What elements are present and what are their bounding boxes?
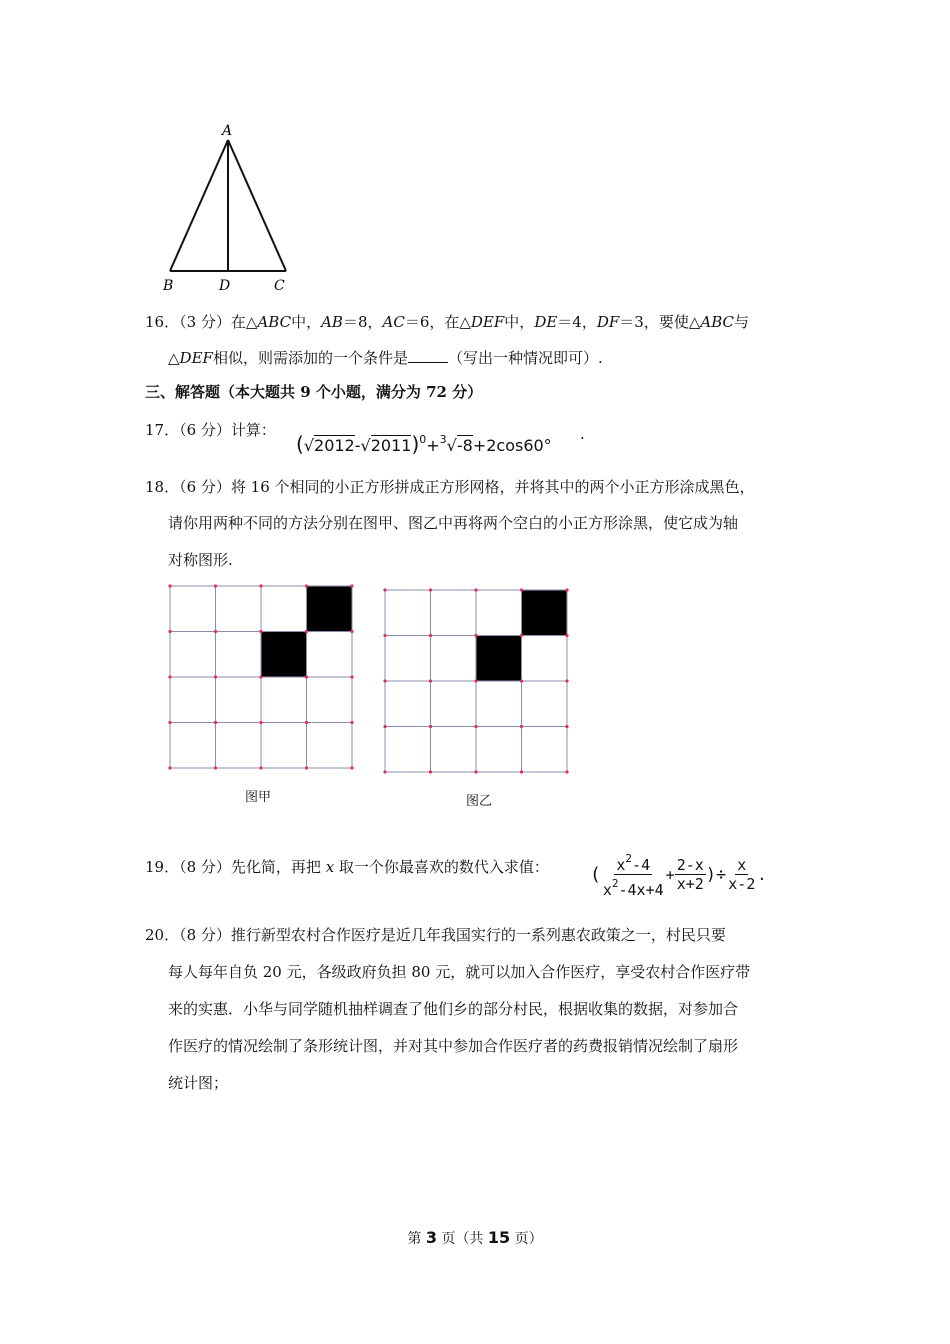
- grid-yi-grid-dot: [565, 725, 568, 728]
- grid-yi-grid-dot: [474, 588, 477, 591]
- exponent: 0: [419, 433, 427, 446]
- q18-score: （6 分）: [179, 478, 231, 496]
- grid-yi-grid-dot: [565, 634, 568, 637]
- plus: +: [665, 865, 675, 884]
- f1-num-rest: -4: [632, 856, 651, 874]
- f3-num: x: [737, 856, 747, 874]
- grid-jia-grid-dot: [350, 584, 353, 587]
- q20-line-3: 来的实惠．小华与同学随机抽样调查了他们乡的部分村民，根据收集的数据，对参加合: [168, 1000, 739, 1018]
- q18-line-1: [145, 477, 755, 497]
- grid-yi-grid-dot: [520, 588, 523, 591]
- footer-text: 页（共: [436, 1231, 488, 1247]
- q20-line-1: [145, 925, 726, 945]
- q16-abc: ABC: [257, 313, 292, 331]
- minus: -: [354, 436, 361, 455]
- q19-text: 先化简，再把: [230, 858, 326, 876]
- q17-text: 计算：: [230, 421, 276, 439]
- grid-jia-grid-dot: [168, 766, 171, 769]
- grid-jia-grid-dot: [214, 721, 217, 724]
- q16-text: 中，: [504, 313, 535, 331]
- grid-jia-cell-0-2[interactable]: [261, 586, 307, 632]
- q19-expression: [590, 850, 766, 899]
- grid-yi-grid-dot: [474, 770, 477, 773]
- radicand: 2012: [314, 436, 355, 455]
- grid-yi-grid-dot: [429, 634, 432, 637]
- grid-yi-grid-dot: [474, 679, 477, 682]
- grid-yi-grid-dot: [429, 679, 432, 682]
- grid-yi-grid-dot: [383, 588, 386, 591]
- grid-yi-grid-dot: [383, 725, 386, 728]
- grid-yi: [378, 582, 578, 782]
- grid-yi-cell-2-0[interactable]: [385, 681, 431, 727]
- cos-term: +2cos60°: [472, 436, 552, 455]
- q16-text: △: [168, 349, 180, 367]
- grid-jia-cell-2-3[interactable]: [307, 677, 353, 723]
- grid-jia-grid-dot: [259, 584, 262, 587]
- q19-number: 19．: [145, 858, 180, 876]
- rparen-divide: )÷: [705, 864, 727, 885]
- f1-den-base: x: [602, 881, 612, 899]
- q19-score: （8 分）: [179, 858, 231, 876]
- grid-jia-cell-0-0[interactable]: [170, 586, 216, 632]
- grid-yi-cell-0-0[interactable]: [385, 590, 431, 636]
- grid-yi-cell-1-0[interactable]: [385, 636, 431, 682]
- q18-number: 18．: [145, 478, 180, 496]
- grid-jia-caption: 图甲: [245, 790, 272, 805]
- grid-yi-grid-dot: [429, 770, 432, 773]
- grid-jia-cell-2-1[interactable]: [216, 677, 262, 723]
- grid-yi-cell-3-1[interactable]: [431, 727, 477, 773]
- page-number: 3: [425, 1228, 437, 1247]
- q16-score: （3 分）: [179, 313, 231, 331]
- grid-jia-cell-1-1[interactable]: [216, 632, 262, 678]
- q16-text: ＝4，: [557, 313, 597, 331]
- fraction-3: [726, 856, 757, 893]
- grid-jia-cell-0-3[interactable]: [307, 586, 353, 632]
- grid-jia-grid-dot: [168, 721, 171, 724]
- grid-yi-grid-dot: [429, 725, 432, 728]
- q16-ac: AC: [382, 313, 405, 331]
- q19-line: [145, 857, 549, 877]
- grid-yi-grid-dot: [474, 725, 477, 728]
- q16-ab: AB: [321, 313, 343, 331]
- grid-jia-grid-dot: [350, 630, 353, 633]
- page-footer: [0, 1228, 950, 1248]
- lparen: (: [590, 864, 601, 885]
- q16-de: DE: [534, 313, 558, 331]
- root-index: 3: [439, 433, 447, 446]
- q20-line-2: 每人每年自负 20 元，各级政府负担 80 元，就可以加入合作医疗，享受农村合作医疗带: [168, 963, 751, 981]
- grid-jia-cell-3-1[interactable]: [216, 723, 262, 769]
- q18-line-3: 对称图形.: [168, 551, 233, 569]
- q16-df: DF: [596, 313, 620, 331]
- grid-yi-grid-dot: [383, 770, 386, 773]
- vertex-label-c: C: [274, 278, 285, 294]
- f2-num: 2-x: [676, 856, 704, 874]
- q16-line-2: [168, 348, 603, 368]
- q16-abc: ABC: [700, 313, 734, 331]
- grid-yi-cell-0-2[interactable]: [476, 590, 522, 636]
- q17-number: 17．: [145, 421, 180, 439]
- grid-jia-grid-dot: [168, 675, 171, 678]
- grid-jia-grid-dot: [259, 766, 262, 769]
- q17-end: .: [580, 425, 585, 443]
- grid-yi-grid-dot: [520, 679, 523, 682]
- f1-num-exp: 2: [625, 852, 633, 865]
- q16-text: 相似，则需添加的一个条件是: [212, 349, 408, 367]
- grid-jia-grid-dot: [305, 675, 308, 678]
- q16-number: 16．: [145, 313, 180, 331]
- grid-yi-cell-3-2[interactable]: [476, 727, 522, 773]
- grid-jia-grid-dot: [350, 675, 353, 678]
- f1-num-base: x: [616, 856, 626, 874]
- grid-yi-cell-1-3[interactable]: [522, 636, 568, 682]
- grid-jia-cell-3-0[interactable]: [170, 723, 216, 769]
- grid-jia-grid-dot: [259, 675, 262, 678]
- vertex-label-a: A: [222, 123, 233, 139]
- q16-text: 在△: [230, 313, 258, 331]
- fraction-2: [675, 856, 706, 893]
- q16-def: DEF: [470, 313, 505, 331]
- sqrt-symbol: √: [360, 436, 371, 455]
- grid-jia-cell-2-2[interactable]: [261, 677, 307, 723]
- radicand: -8: [456, 436, 473, 455]
- q19-text: 取一个你最喜欢的数代入求值：: [334, 858, 549, 876]
- q16-text: 中，: [291, 313, 322, 331]
- plus: +: [426, 436, 440, 455]
- f3-den: x-2: [728, 875, 756, 893]
- q16-text: ＝8，: [342, 313, 383, 331]
- f1-den-exp: 2: [611, 877, 619, 890]
- grid-yi-cell-0-3[interactable]: [522, 590, 568, 636]
- section-3-heading: 三、解答题（本大题共 9 个小题，满分为 72 分）: [145, 383, 483, 401]
- q19-end: .: [757, 865, 767, 884]
- sqrt-symbol: √: [446, 436, 457, 455]
- q18-line-2: 请你用两种不同的方法分别在图甲、图乙中再将两个空白的小正方形涂黑，使它成为轴: [168, 514, 739, 532]
- grid-yi-cell-0-1[interactable]: [431, 590, 477, 636]
- q17-expression: $(√2012-√2011)^0+^3√-8+2\cos 60^\circ$: [296, 432, 552, 456]
- page-total: 15: [487, 1228, 511, 1247]
- q20-number: 20．: [145, 926, 180, 944]
- grid-jia-grid-dot: [350, 721, 353, 724]
- q16-text: ＝6，在△: [404, 313, 471, 331]
- vertex-label-d: D: [219, 278, 231, 294]
- fraction-1: [601, 850, 666, 899]
- grid-jia-grid-dot: [214, 630, 217, 633]
- grid-yi-cell-1-2[interactable]: [476, 636, 522, 682]
- grid-yi-grid-dot: [565, 770, 568, 773]
- grid-yi-grid-dot: [474, 634, 477, 637]
- grid-yi-grid-dot: [520, 725, 523, 728]
- answer-blank[interactable]: [408, 348, 448, 363]
- grid-jia-cell-1-3[interactable]: [307, 632, 353, 678]
- grid-jia-cell-3-3[interactable]: [307, 723, 353, 769]
- q16-text: （写出一种情况即可）.: [447, 349, 603, 367]
- grid-yi-caption: 图乙: [466, 794, 493, 809]
- q16-line-1: [145, 312, 749, 332]
- q16-text: 与: [734, 313, 750, 331]
- f2-den: x+2: [676, 875, 704, 893]
- q16-def: DEF: [179, 349, 213, 367]
- grid-jia-grid-dot: [214, 675, 217, 678]
- grid-jia-grid-dot: [305, 584, 308, 587]
- grid-yi-grid-dot: [520, 634, 523, 637]
- q16-text: ＝3，要使△: [619, 313, 701, 331]
- q20-score: （8 分）: [179, 926, 231, 944]
- triangle-figure: [155, 118, 305, 298]
- grid-jia-cell-0-1[interactable]: [216, 586, 262, 632]
- grid-jia-grid-dot: [214, 584, 217, 587]
- grid-yi-cell-2-3[interactable]: [522, 681, 568, 727]
- footer-text: 第: [407, 1231, 426, 1247]
- q17-score: （6 分）: [179, 421, 231, 439]
- grid-jia-grid-dot: [305, 630, 308, 633]
- grid-yi-grid-dot: [565, 679, 568, 682]
- q17-line: [145, 420, 276, 440]
- grid-yi-cell-3-3[interactable]: [522, 727, 568, 773]
- grid-yi-cell-2-1[interactable]: [431, 681, 477, 727]
- q20-line-4: 作医疗的情况绘制了条形统计图，并对其中参加合作医疗者的药费报销情况绘制了扇形: [168, 1037, 739, 1055]
- grid-jia-cell-3-2[interactable]: [261, 723, 307, 769]
- grid-jia-cell-1-0[interactable]: [170, 632, 216, 678]
- grid-yi-grid-dot: [383, 679, 386, 682]
- radicand: 2011: [370, 436, 412, 455]
- grid-jia-grid-dot: [305, 721, 308, 724]
- grid-yi-grid-dot: [520, 770, 523, 773]
- f1-den-rest: -4x+4: [618, 881, 664, 899]
- grid-jia-grid-dot: [214, 766, 217, 769]
- grid-yi-grid-dot: [565, 588, 568, 591]
- grid-jia: [162, 578, 362, 778]
- sqrt-symbol: √: [303, 436, 315, 455]
- vertex-label-b: B: [163, 278, 174, 294]
- grid-yi-cell-3-0[interactable]: [385, 727, 431, 773]
- footer-text: 页）: [510, 1231, 543, 1247]
- grid-jia-grid-dot: [168, 584, 171, 587]
- grid-jia-grid-dot: [168, 630, 171, 633]
- grid-jia-cell-2-0[interactable]: [170, 677, 216, 723]
- q20-line-5: 统计图；: [168, 1074, 229, 1092]
- grid-jia-grid-dot: [305, 766, 308, 769]
- grid-jia-grid-dot: [259, 630, 262, 633]
- grid-jia-cell-1-2[interactable]: [261, 632, 307, 678]
- grid-yi-grid-dot: [383, 634, 386, 637]
- q18-text: 将 16 个相同的小正方形拼成正方形网格，并将其中的两个小正方形涂成黑色，: [230, 478, 755, 496]
- grid-jia-grid-dot: [350, 766, 353, 769]
- grid-jia-grid-dot: [259, 721, 262, 724]
- grid-yi-grid-dot: [429, 588, 432, 591]
- grid-yi-cell-1-1[interactable]: [431, 636, 477, 682]
- q19-var: x: [325, 858, 335, 876]
- grid-yi-cell-2-2[interactable]: [476, 681, 522, 727]
- q20-text: 推行新型农村合作医疗是近几年我国实行的一系列惠农政策之一，村民只要: [230, 926, 726, 944]
